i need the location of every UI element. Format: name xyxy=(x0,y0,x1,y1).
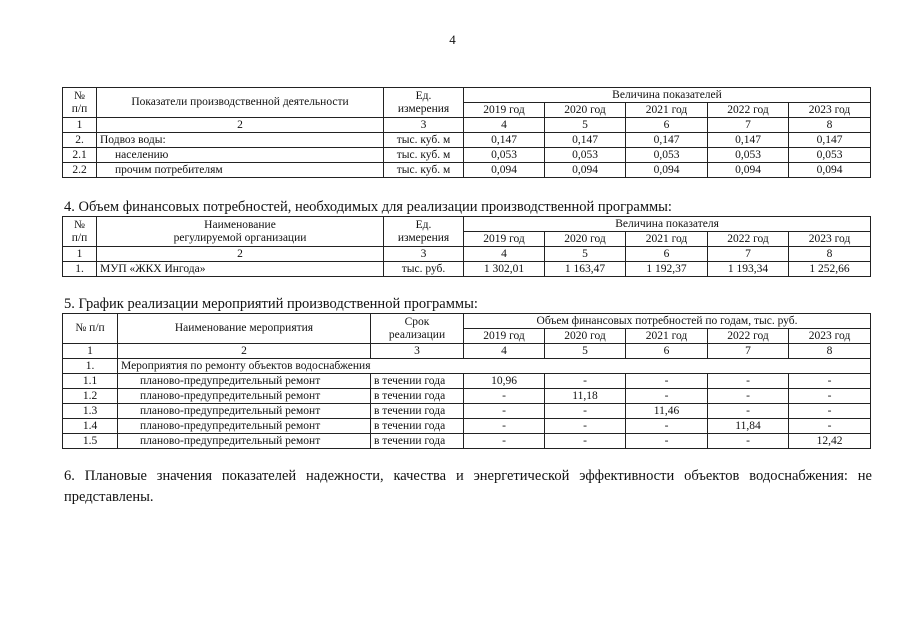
row-value: - xyxy=(789,419,871,434)
row-value: - xyxy=(708,389,789,404)
row-indicator: населению xyxy=(97,148,384,163)
col-header-year: 2022 год xyxy=(708,329,789,344)
page-number: 4 xyxy=(449,32,456,47)
col-header-num: № п/п xyxy=(63,314,118,344)
col-header-year: 2023 год xyxy=(789,329,871,344)
section-6-note: 6. Плановые значения показателей надежности, качества и энергетической эффективности объектов водоснабжения: не представлены. xyxy=(64,468,872,505)
col-header-num: № п/п xyxy=(63,217,97,247)
row-value: 1 302,01 xyxy=(464,262,545,277)
row-value: 11,18 xyxy=(545,389,626,404)
table-row xyxy=(63,404,871,419)
index-cell: 5 xyxy=(545,247,626,262)
table-row xyxy=(63,374,871,389)
row-value: - xyxy=(545,404,626,419)
section-5-title: 5. График реализации мероприятий производственной программы: xyxy=(64,296,478,312)
col-header-year: 2022 год xyxy=(708,103,789,118)
row-activity: планово-предупредительный ремонт xyxy=(118,434,371,449)
table-row xyxy=(63,419,871,434)
col-header-year: 2021 год xyxy=(626,103,708,118)
table-row xyxy=(63,133,871,148)
col-header-indicator: Показатели производственной деятельности xyxy=(97,88,384,118)
col-header-organization: Наименование регулируемой организации xyxy=(97,217,384,247)
table-row xyxy=(63,434,871,449)
index-cell: 1 xyxy=(63,344,118,359)
col-header-year: 2019 год xyxy=(464,103,545,118)
index-cell: 4 xyxy=(464,118,545,133)
group-row xyxy=(63,359,871,374)
row-value: - xyxy=(789,389,871,404)
col-header-year: 2020 год xyxy=(545,329,626,344)
row-value: - xyxy=(464,434,545,449)
row-term: в течении года xyxy=(371,374,464,389)
col-header-year: 2020 год xyxy=(545,232,626,247)
row-indicator: Подвоз воды: xyxy=(97,133,384,148)
row-value: - xyxy=(789,374,871,389)
row-value: 10,96 xyxy=(464,374,545,389)
row-num: 1. xyxy=(63,262,97,277)
row-activity: планово-предупредительный ремонт xyxy=(118,389,371,404)
row-num: 1.4 xyxy=(63,419,118,434)
row-value: 0,147 xyxy=(545,133,626,148)
row-value: - xyxy=(464,389,545,404)
index-row xyxy=(63,247,871,262)
index-cell: 1 xyxy=(63,247,97,262)
row-value: - xyxy=(708,374,789,389)
col-header-term: Срок реализации xyxy=(371,314,464,344)
index-cell: 6 xyxy=(626,118,708,133)
col-header-year: 2021 год xyxy=(626,329,708,344)
row-value: 0,094 xyxy=(789,163,871,178)
col-header-activity: Наименование мероприятия xyxy=(118,314,371,344)
row-num: 1.3 xyxy=(63,404,118,419)
col-header-unit: Ед. измерения xyxy=(384,88,464,118)
index-cell: 5 xyxy=(545,118,626,133)
table-row xyxy=(63,163,871,178)
row-value: 0,094 xyxy=(626,163,708,178)
row-value: 0,053 xyxy=(789,148,871,163)
index-cell: 7 xyxy=(708,247,789,262)
row-unit: тыс. куб. м xyxy=(384,148,464,163)
row-value: 0,147 xyxy=(789,133,871,148)
col-header-year: 2020 год xyxy=(545,103,626,118)
row-num: 2.1 xyxy=(63,148,97,163)
col-header-year: 2019 год xyxy=(464,329,545,344)
index-row xyxy=(63,344,871,359)
table-row xyxy=(63,262,871,277)
index-cell: 7 xyxy=(708,118,789,133)
index-cell: 2 xyxy=(118,344,371,359)
col-header-year: 2023 год xyxy=(789,232,871,247)
row-num: 1.5 xyxy=(63,434,118,449)
col-header-group: Величина показателей xyxy=(464,88,871,103)
index-cell: 3 xyxy=(384,118,464,133)
index-cell: 8 xyxy=(789,344,871,359)
section-4-title: 4. Объем финансовых потребностей, необходимых для реализации производственной программы: xyxy=(64,199,672,215)
row-value: 1 163,47 xyxy=(545,262,626,277)
row-activity: планово-предупредительный ремонт xyxy=(118,404,371,419)
index-cell: 4 xyxy=(464,344,545,359)
index-cell: 2 xyxy=(97,247,384,262)
row-value: - xyxy=(464,419,545,434)
row-activity: планово-предупредительный ремонт xyxy=(118,419,371,434)
row-unit: тыс. куб. м xyxy=(384,163,464,178)
index-cell: 4 xyxy=(464,247,545,262)
row-indicator: прочим потребителям xyxy=(97,163,384,178)
row-value: - xyxy=(626,434,708,449)
row-num: 2.2 xyxy=(63,163,97,178)
index-cell: 6 xyxy=(626,344,708,359)
col-header-year: 2019 год xyxy=(464,232,545,247)
row-value: 0,053 xyxy=(545,148,626,163)
row-num: 1. xyxy=(63,359,118,374)
row-value: 1 252,66 xyxy=(789,262,871,277)
index-cell: 6 xyxy=(626,247,708,262)
production-indicators-table xyxy=(62,87,871,178)
group-title: Мероприятия по ремонту объектов водоснабжения xyxy=(118,359,871,374)
row-value: - xyxy=(545,374,626,389)
row-organization: МУП «ЖКХ Ингода» xyxy=(97,262,384,277)
row-value: 0,094 xyxy=(708,163,789,178)
row-num: 2. xyxy=(63,133,97,148)
row-value: 0,147 xyxy=(464,133,545,148)
row-value: 0,053 xyxy=(626,148,708,163)
row-value: - xyxy=(626,419,708,434)
row-value: - xyxy=(545,434,626,449)
row-value: 0,094 xyxy=(464,163,545,178)
row-value: 0,053 xyxy=(708,148,789,163)
row-value: 0,094 xyxy=(545,163,626,178)
table-row xyxy=(63,148,871,163)
col-header-num: № п/п xyxy=(63,88,97,118)
index-cell: 3 xyxy=(371,344,464,359)
index-cell: 2 xyxy=(97,118,384,133)
col-header-group: Объем финансовых потребностей по годам, тыс. руб. xyxy=(464,314,871,329)
row-unit: тыс. руб. xyxy=(384,262,464,277)
index-cell: 8 xyxy=(789,247,871,262)
index-cell: 8 xyxy=(789,118,871,133)
schedule-table xyxy=(62,313,871,449)
row-value: 12,42 xyxy=(789,434,871,449)
row-num: 1.2 xyxy=(63,389,118,404)
index-cell: 7 xyxy=(708,344,789,359)
col-header-unit: Ед. измерения xyxy=(384,217,464,247)
row-term: в течении года xyxy=(371,434,464,449)
row-value: - xyxy=(545,419,626,434)
row-activity: планово-предупредительный ремонт xyxy=(118,374,371,389)
row-value: 11,46 xyxy=(626,404,708,419)
row-value: - xyxy=(626,374,708,389)
row-value: - xyxy=(626,389,708,404)
col-header-year: 2022 год xyxy=(708,232,789,247)
index-cell: 1 xyxy=(63,118,97,133)
row-term: в течении года xyxy=(371,404,464,419)
index-cell: 5 xyxy=(545,344,626,359)
table-row xyxy=(63,389,871,404)
row-value: 1 193,34 xyxy=(708,262,789,277)
col-header-group: Величина показателя xyxy=(464,217,871,232)
row-num: 1.1 xyxy=(63,374,118,389)
row-value: 0,147 xyxy=(708,133,789,148)
row-unit: тыс. куб. м xyxy=(384,133,464,148)
index-cell: 3 xyxy=(384,247,464,262)
col-header-year: 2021 год xyxy=(626,232,708,247)
financial-needs-table xyxy=(62,216,871,277)
row-value: 0,147 xyxy=(626,133,708,148)
row-value: - xyxy=(708,404,789,419)
row-value: 1 192,37 xyxy=(626,262,708,277)
row-value: - xyxy=(464,404,545,419)
row-term: в течении года xyxy=(371,419,464,434)
row-value: 11,84 xyxy=(708,419,789,434)
row-value: 0,053 xyxy=(464,148,545,163)
row-value: - xyxy=(708,434,789,449)
row-value: - xyxy=(789,404,871,419)
index-row xyxy=(63,118,871,133)
col-header-year: 2023 год xyxy=(789,103,871,118)
row-term: в течении года xyxy=(371,389,464,404)
